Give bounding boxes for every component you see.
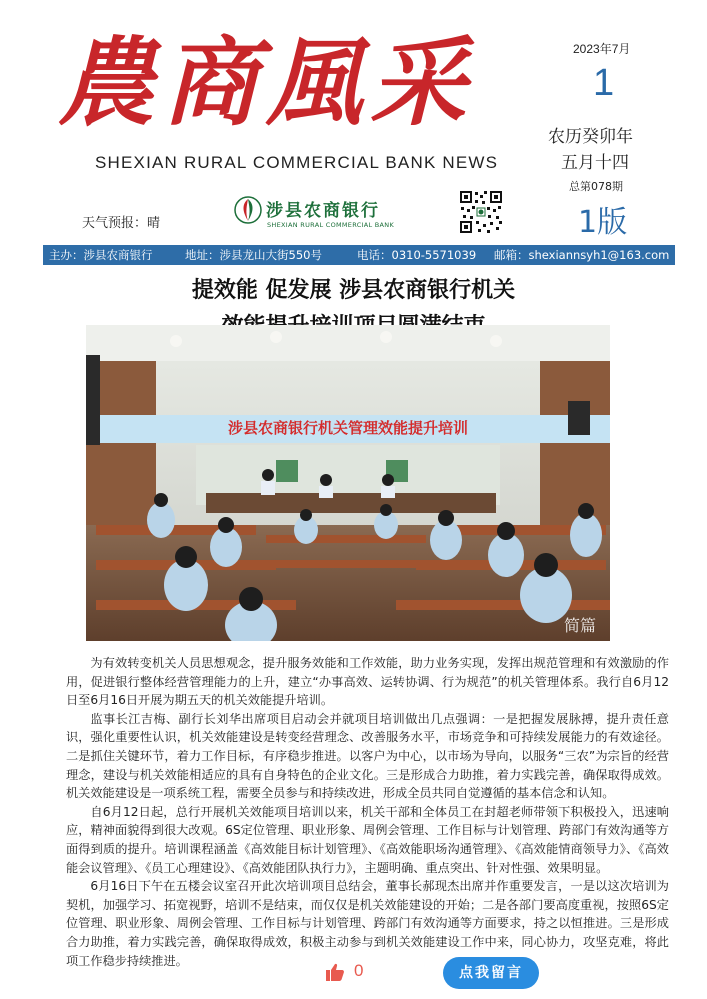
bank-logo-icon (233, 195, 263, 225)
info-bar (43, 245, 675, 265)
weather-forecast: 天气预报：晴 (82, 216, 161, 231)
lunar-date: 五月十四 (561, 153, 629, 173)
article-paragraph: 6月16日下午在五楼会议室召开此次培训项目总结会，董事长郝现杰出席并作重要发言，一是以这次培训为契机，加强学习、拓宽视野，培训不是结束，而仅仅是机关效能建设的开始；二是各部门要高度重视，按照6S定位管理、职业形象、周例会管理、工作目标与计划管理、跨部门有效沟通等方面要求，持之以恒推进。三是形成合力助推，着力实践完善，确保取得成效，积极主动参与到机关效能建设工作中来，同心协力，攻坚克难，将此项工作稳步持续推进。 (66, 879, 669, 968)
photo-banner-text: 涉县农商银行机关管理效能提升培训 (227, 419, 469, 437)
edition-label: 1版 (578, 205, 628, 240)
article-paragraph: 监事长江吉梅、副行长刘华出席项目启动会并就项目培训做出几点强调：一是把握发展脉搏，提升责任意识，强化重要性认识，机关效能建设是转变经营理念、改善服务水平，市场竞争和可持续发展能力的有效途径。二是抓住关键环节，着力工作目标，有序稳步推进。以客户为中心，以市场为导向，以服务“三农”为宗旨的经营理念，建设与机关效能相适应的具有自身特色的企业文化。三是形成合力助推，着力实践完善，确保取得成效。机关效能建设是一项系统工程，需要全员参与和持续改进，形成全员共同自觉遵循的基本信念和认知。 (66, 711, 669, 801)
article-headline-line1: 提效能 促发展 涉县农商银行机关 (191, 278, 516, 303)
email-link[interactable]: 邮箱：shexiannsyh1@163.com (494, 248, 670, 262)
total-issue: 总第078期 (569, 180, 623, 193)
photo-watermark: 简篇 (563, 616, 597, 635)
article-paragraph: 自6月12日起，总行开展机关效能项目培训以来，机关干部和全体员工在封超老师带领下积极投入，迅速响应，精神面貌得到很大改观。6S定位管理、职业形象、周例会管理、工作目标与计划管理、跨部门有效沟通等方面得到质的提升。培训课程涵盖《高效能目标计划管理》、《高效能职场沟通管理》、《高效能情商领导力》、《高效能会议管理》、《员工心理建设》、《高效能团队执行力》，主题明确、重点突出、针对性强、效果明显。 (66, 804, 669, 875)
qr-code-icon (458, 189, 504, 235)
lunar-year: 农历癸卯年 (548, 127, 633, 147)
masthead-subtitle: SHEXIAN RURAL COMMERCIAL BANK NEWS (95, 153, 499, 172)
article-body (66, 654, 669, 970)
comment-button[interactable]: 点我留言 (443, 957, 539, 989)
issue-day: 1 (593, 62, 615, 104)
address-text: 地址：涉县龙山大街550号 (185, 248, 322, 262)
like-count: 0 (354, 961, 364, 980)
article-photo (86, 325, 610, 641)
thumbs-up-icon[interactable] (325, 962, 345, 982)
masthead-title: 農商風采 (58, 26, 474, 139)
issue-month: 2023年7月 (573, 42, 631, 56)
sponsor-text: 主办：涉县农商银行 (49, 248, 153, 262)
phone-text: 电话：0310-5571039 (357, 248, 477, 262)
bank-name-cn: 涉县农商银行 (266, 201, 380, 221)
article-paragraph: 为有效转变机关人员思想观念，提升服务效能和工作效能，助力业务实现，发挥出规范管理和有效激励的作用，促进银行整体经营管理能力的上升，建立“办事高效、运转协调、行为规范”的机关管理体系。我行自6月12日至6月16日开展为期五天的机关效能提升培训。 (66, 656, 669, 708)
bank-name-en: SHEXIAN RURAL COMMERCIAL BANK (267, 221, 395, 229)
